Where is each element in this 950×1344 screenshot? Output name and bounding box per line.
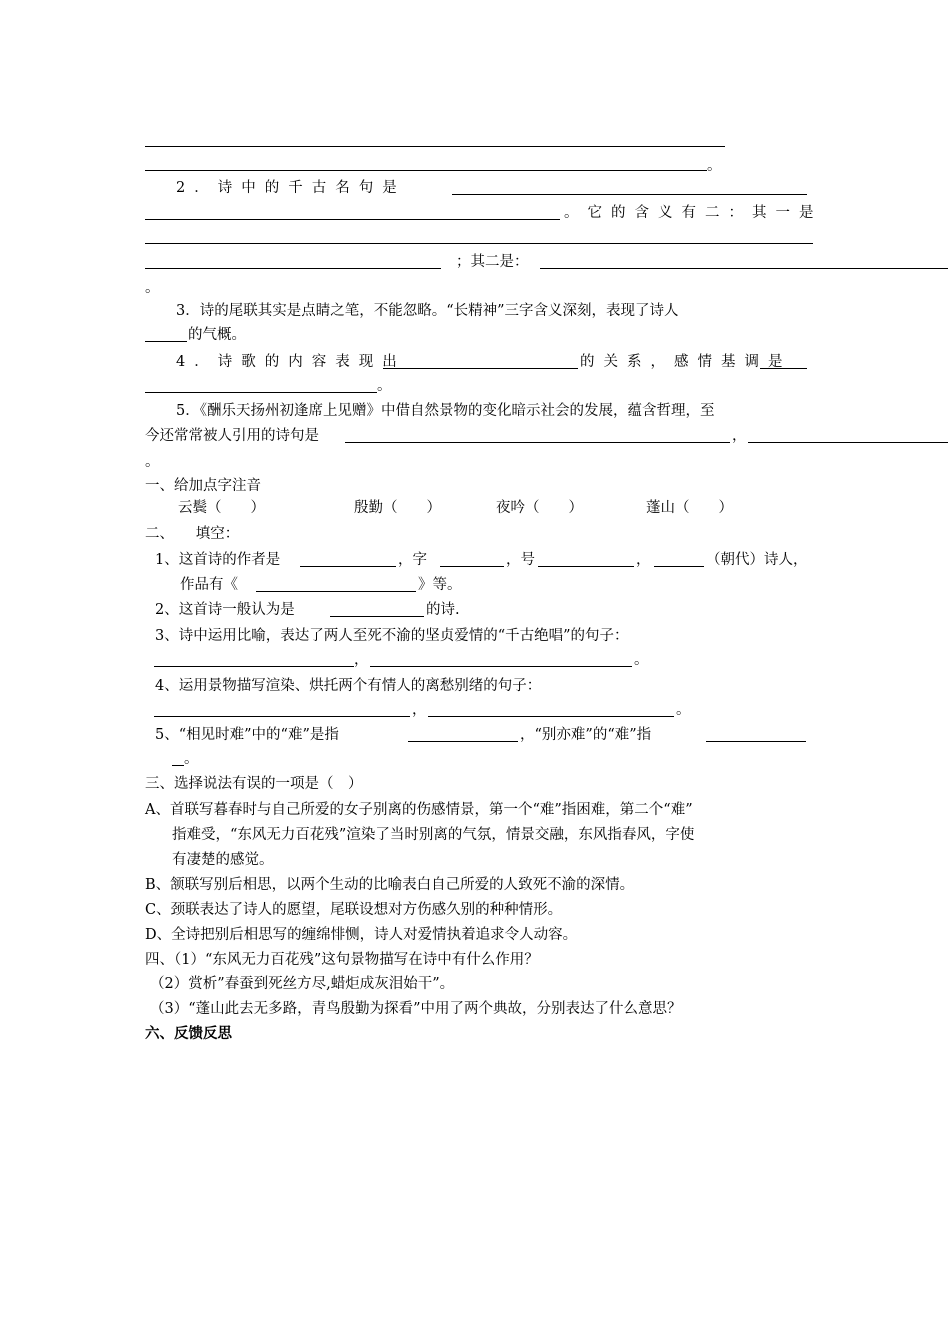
fill-4-blank-1 <box>154 716 410 717</box>
fill-3-blank-1 <box>154 666 354 667</box>
fill-2-blank <box>330 616 424 617</box>
q2-suffix: 。它的含义有二：其一是 <box>564 205 823 221</box>
answer-line-top-1 <box>145 146 725 147</box>
fill-1-dynasty: （朝代）诗人， <box>706 552 808 568</box>
section-6-title: 六、反馈反思 <box>145 1026 232 1042</box>
choice-a-line3: 有凄楚的感觉。 <box>172 852 274 868</box>
q4-b: 的关系，感情基调是 <box>580 354 792 370</box>
fill-1-zi: ，字 <box>398 552 427 568</box>
top-period: 。 <box>707 158 722 174</box>
fill-4-comma: ， <box>412 702 427 718</box>
q4-blank-3 <box>145 392 377 393</box>
fill-1-author: 1、这首诗的作者是 <box>155 552 281 568</box>
fill-3-comma: ， <box>354 652 369 668</box>
choice-d: D、全诗把别后相思写的缠绵悱恻，诗人对爱情执着追求令人动容。 <box>145 927 578 943</box>
fill-3: 3、诗中运用比喻，表达了两人至死不渝的坚贞爱情的“千古绝唱”的句子： <box>155 628 629 644</box>
q5-end: 。 <box>145 454 160 470</box>
q5-comma: ， <box>732 428 747 444</box>
q2-mid: ；其二是： <box>456 254 529 270</box>
fill-1-blank-author <box>300 566 396 567</box>
q3-line2: 的气概。 <box>188 327 246 343</box>
choice-a-line2: 指难受，“东风无力百花残”渲染了当时别离的气氛，情景交融，东风指春风，字使 <box>172 827 695 843</box>
choice-a-line1: A、首联写暮春时与自己所爱的女子别离的伤感情景，第一个“难”指困难，第二个“难” <box>145 802 693 818</box>
q2-blank-2 <box>145 219 560 220</box>
fill-1-works-end: 》等。 <box>418 577 462 593</box>
fill-5-blank-1 <box>408 741 518 742</box>
fill-1-blank-zi <box>440 566 504 567</box>
pinyin-item-2: 殷勤（ ） <box>354 500 441 516</box>
q5-blank-1 <box>345 442 730 443</box>
q5-line2: 今还常常被人引用的诗句是 <box>145 428 319 444</box>
fill-4-end: 。 <box>676 702 691 718</box>
q3-line1: 3．诗的尾联其实是点睛之笔，不能忽略。“长精神”三字含义深刻，表现了诗人 <box>176 303 679 319</box>
q3-blank <box>145 341 187 342</box>
q2-end: 。 <box>145 280 160 296</box>
q4-a: 4．诗歌的内容表现出 <box>176 354 406 370</box>
fill-4-blank-2 <box>428 716 674 717</box>
q4-blank-2 <box>760 368 807 369</box>
fill-2: 2、这首诗一般认为是 <box>155 602 295 618</box>
section-3-title: 三、选择说法有误的一项是（ ） <box>145 776 363 792</box>
fill-3-end: 。 <box>634 652 649 668</box>
q2-blank-5 <box>540 268 948 269</box>
q4-blank-1 <box>383 368 578 369</box>
q2-blank-1 <box>452 194 807 195</box>
fill-5-end: 。 <box>184 751 199 767</box>
section-1-title: 一、给加点字注音 <box>145 478 261 494</box>
pinyin-item-3: 夜吟（ ） <box>496 500 583 516</box>
fill-1-comma: ， <box>636 552 651 568</box>
section-4-q1: 四、（1）“东风无力百花残”这句景物描写在诗中有什么作用？ <box>145 952 539 968</box>
section-2-title: 二、 填空： <box>145 526 240 542</box>
fill-5-b: ，“别亦难”的“难”指 <box>520 727 652 743</box>
fill-4: 4、运用景物描写渲染、烘托两个有情人的离愁别绪的句子： <box>155 678 542 694</box>
choice-c: C、颈联表达了诗人的愿望，尾联设想对方伤感久别的种种情形。 <box>145 902 563 918</box>
section-4-q2: （2）赏析”春蚕到死丝方尽,蜡炬成灰泪始干”。 <box>150 976 455 992</box>
pinyin-item-4: 蓬山（ ） <box>646 500 733 516</box>
fill-5-blank-3 <box>172 765 184 766</box>
q5-blank-2 <box>748 442 948 443</box>
fill-5-a: 5、“相见时难”中的“难”是指 <box>155 727 339 743</box>
q2-prefix: 2．诗中的千古名句是 <box>176 180 406 196</box>
fill-1-blank-hao <box>538 566 634 567</box>
fill-3-blank-2 <box>370 666 632 667</box>
fill-1-blank-dynasty <box>654 566 704 567</box>
section-4-q3: （3）“蓬山此去无多路，青鸟殷勤为探看”中用了两个典故，分别表达了什么意思？ <box>150 1001 682 1017</box>
q2-blank-3 <box>145 243 813 244</box>
pinyin-item-1: 云鬓（ ） <box>178 500 265 516</box>
q2-blank-4 <box>145 268 441 269</box>
q5-line1: 5．《酬乐天扬州初逢席上见赠》中借自然景物的变化暗示社会的发展，蕴含哲理，至 <box>176 403 715 419</box>
fill-1-hao: ，号 <box>506 552 535 568</box>
fill-5-blank-2 <box>706 741 806 742</box>
answer-line-top-2 <box>145 170 707 171</box>
q4-end: 。 <box>377 378 392 394</box>
choice-b: B、颔联写别后相思，以两个生动的比喻表白自己所爱的人致死不渝的深情。 <box>145 877 635 893</box>
fill-1-blank-works <box>256 591 416 592</box>
fill-2-end: 的诗. <box>426 602 460 618</box>
fill-1-works: 作品有《 <box>180 577 238 593</box>
